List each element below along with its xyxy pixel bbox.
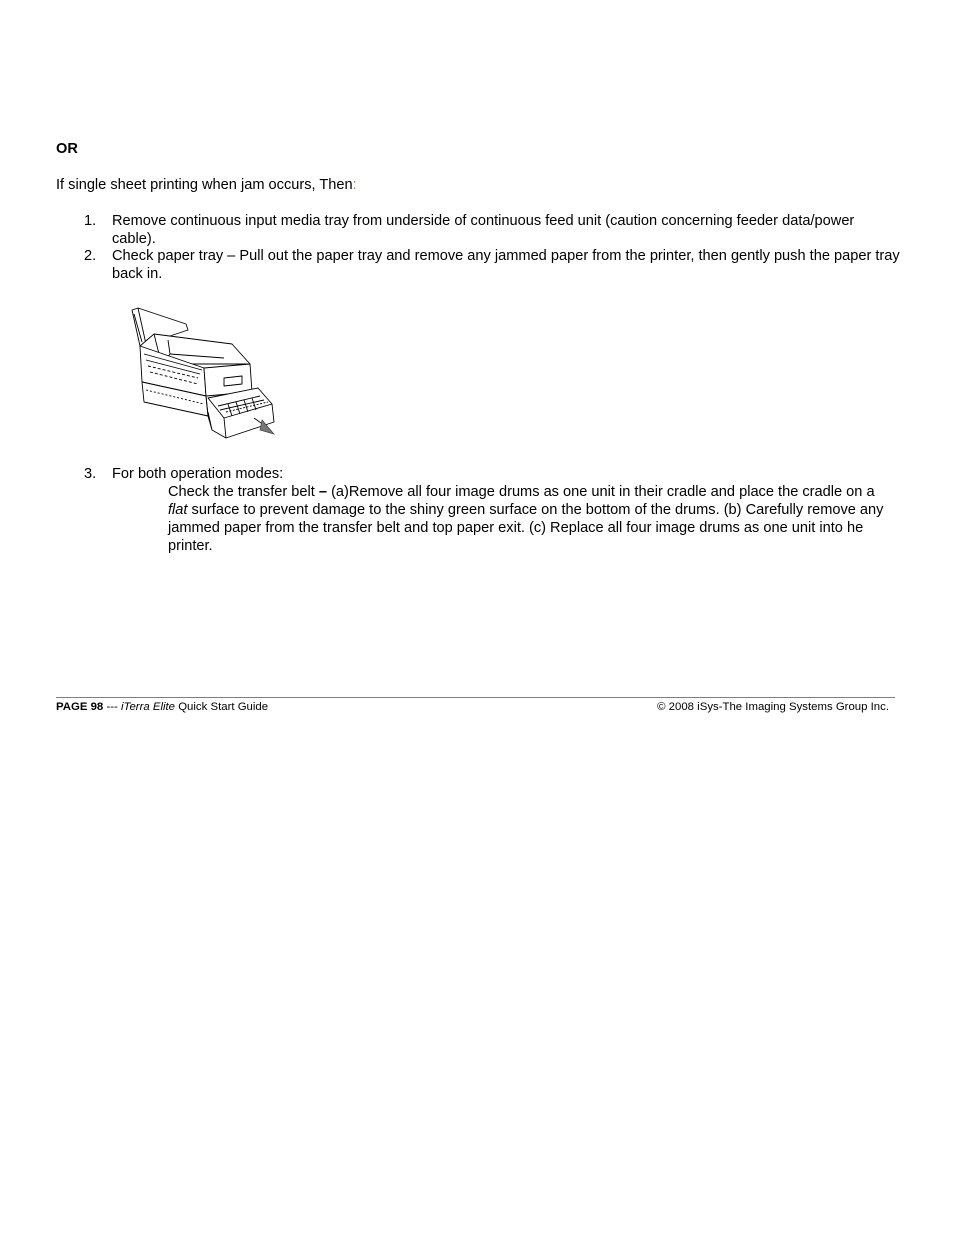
footer-page-info — [56, 700, 268, 714]
copyright-notice: © 2008 iSys-The Imaging Systems Group Inc. — [657, 701, 889, 713]
detail-dash: – — [318, 484, 328, 500]
product-name: iTerra Elite — [121, 701, 176, 713]
guide-title: Quick Start Guide — [175, 701, 269, 713]
intro-colon: : — [352, 177, 357, 193]
footer-separator: --- — [103, 701, 121, 713]
detail-text: (a)Remove all four image drums as one unit in their cradle and place the cradle on a — [327, 484, 875, 500]
list-item-number: 2. — [84, 248, 97, 264]
printer-paper-tray-illustration — [128, 306, 278, 440]
footer-divider — [56, 697, 895, 698]
intro-paragraph — [56, 176, 357, 194]
page-number: PAGE 98 — [56, 701, 104, 713]
list-item-text: Check paper tray – Pull out the paper tray and remove any jammed paper from the printer, then gently push the paper tray back in. — [112, 248, 900, 282]
section-heading: OR — [56, 141, 78, 157]
list-item-text: Remove continuous input media tray from underside of continuous feed unit (caution concerning feeder data/power cable). — [112, 213, 855, 247]
step-detail-paragraph — [168, 483, 898, 555]
detail-text: Check the transfer belt — [168, 484, 319, 500]
detail-emphasis: flat — [168, 502, 188, 518]
list-item-text: For both operation modes: — [112, 466, 284, 482]
list-item-number: 3. — [84, 466, 97, 482]
intro-text: If single sheet printing when jam occurs, Then — [56, 177, 353, 193]
detail-text: surface to prevent damage to the shiny green surface on the bottom of the drums. (b) Carefully remove any jammed paper from the transfer belt and top paper exit. (c) Replace all four image drums as one unit into he printer. — [168, 502, 884, 554]
list-item-number: 1. — [84, 213, 97, 229]
